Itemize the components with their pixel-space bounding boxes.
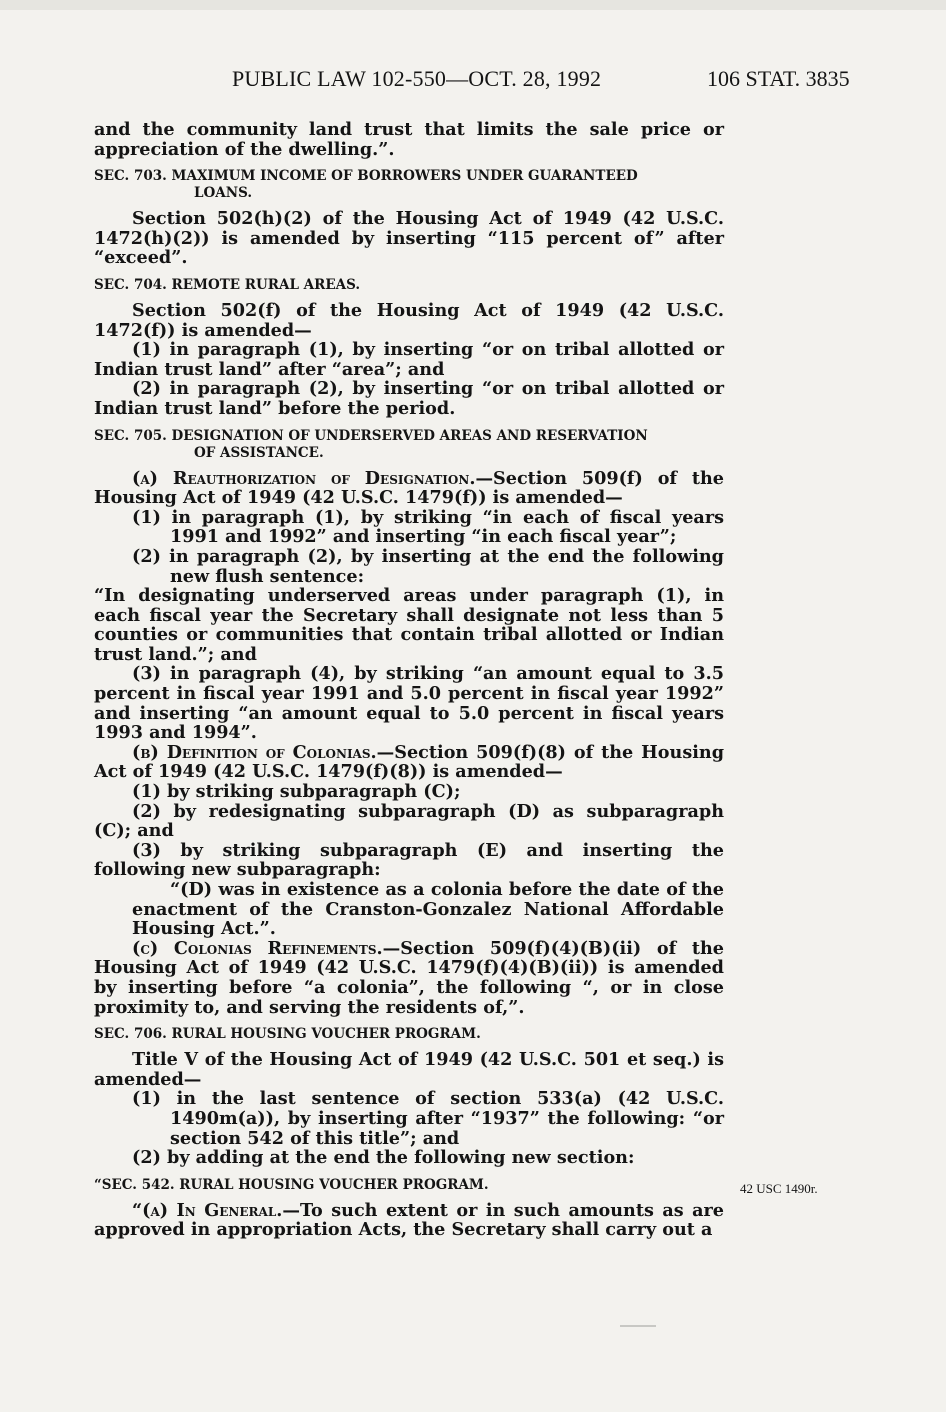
list-item: (1) by striking subparagraph (C); xyxy=(132,781,461,803)
subsection-a xyxy=(94,469,724,508)
subsection-b xyxy=(94,743,724,782)
section-heading-542: “SEC. 542. RURAL HOUSING VOUCHER PROGRAM. xyxy=(94,1176,489,1193)
subsection-text: —Section 509(f) of the Housing Act of 1949 (42 U.S.C. 1479(f)) is amended— xyxy=(94,467,724,509)
subsection-heading: (a) Reauthorization of Designation. xyxy=(132,467,476,489)
stat-page-number: 106 STAT. 3835 xyxy=(707,66,850,91)
list-item: (3) by striking subparagraph (E) and inserting the following new subparagraph: xyxy=(94,839,724,881)
list-item: (2) in paragraph (2), by inserting “or on tribal allotted or Indian trust land” before the period. xyxy=(94,378,724,419)
section-heading-705 xyxy=(94,428,724,462)
running-header: PUBLIC LAW 102-550—OCT. 28, 1992 xyxy=(232,66,602,91)
subsection-text: —To such extent or in such amounts as are approved in appropriation Acts, the Secretary shall carry out a xyxy=(94,1199,724,1241)
list-item: (1) in paragraph (1), by striking “in each of fiscal years 1991 and 1992” and inserting “in each fiscal year”; xyxy=(132,506,724,548)
section-heading-704: SEC. 704. REMOTE RURAL AREAS. xyxy=(94,276,361,293)
section-heading-continuation: OF ASSISTANCE. xyxy=(194,444,324,461)
list-item: (1) in paragraph (1), by inserting “or on tribal allotted or Indian trust land” after “area”; and xyxy=(94,339,724,380)
subsection-heading: “(a) In General. xyxy=(132,1199,283,1221)
subsection-text: —Section 509(f)(8) of the Housing Act of 1949 (42 U.S.C. 1479(f)(8)) is amended— xyxy=(94,741,725,783)
section-heading-706: SEC. 706. RURAL HOUSING VOUCHER PROGRAM. xyxy=(94,1026,481,1043)
scan-artifact xyxy=(620,1325,656,1327)
subsection-heading: (b) Definition of Colonias. xyxy=(132,741,377,763)
list-item: (3) in paragraph (4), by striking “an amount equal to 3.5 percent in fiscal year 1991 and 5.0 percent in fiscal year 1992” and inserting “an amount equal to 5.0 percent in fiscal years 1993 and 1994”. xyxy=(94,663,724,744)
paragraph: Section 502(f) of the Housing Act of 1949 (42 U.S.C. 1472(f)) is amended— xyxy=(94,299,724,341)
quoted-text: “(D) was in existence as a colonia before the date of the enactment of the Cranston-Gonzalez National Affordable Housing Act.”. xyxy=(132,879,724,940)
list-item: (1) in the last sentence of section 533(a) (42 U.S.C. 1490m(a)), by inserting after “1937” the following: “or section 542 of this title”; and xyxy=(132,1088,724,1149)
list-item: (2) by adding at the end the following new section: xyxy=(132,1147,635,1169)
document-body xyxy=(94,120,724,1240)
section-heading-text: SEC. 705. DESIGNATION OF UNDERSERVED AREAS AND RESERVATION xyxy=(94,427,648,444)
paragraph: Section 502(h)(2) of the Housing Act of 1949 (42 U.S.C. 1472(h)(2)) is amended by inserting “115 percent of” after “exceed”. xyxy=(94,208,724,269)
margin-citation: 42 USC 1490r. xyxy=(740,1181,818,1196)
subsection-text: —Section 509(f)(4)(B)(ii) of the Housing Act of 1949 (42 U.S.C. 1479(f)(4)(B)(ii)) is amended by inserting before “a colonia”, the following “, or in close proximity to, and serving the residents of,”. xyxy=(94,937,724,1018)
paragraph: and the community land trust that limits the sale price or appreciation of the dwelling.”. xyxy=(94,119,724,160)
paragraph: Title V of the Housing Act of 1949 (42 U.S.C. 501 et seq.) is amended— xyxy=(94,1049,724,1090)
section-heading-text: SEC. 703. MAXIMUM INCOME OF BORROWERS UNDER GUARANTEED xyxy=(94,168,638,185)
subsection-a xyxy=(94,1201,724,1240)
section-heading-703 xyxy=(94,168,724,202)
list-item: (2) by redesignating subparagraph (D) as subparagraph (C); and xyxy=(94,800,724,842)
section-heading-continuation: LOANS. xyxy=(194,185,253,202)
subsection-c xyxy=(94,939,724,1017)
list-item: (2) in paragraph (2), by inserting at the end the following new flush sentence: xyxy=(132,545,724,587)
page-edge xyxy=(0,0,946,10)
quoted-text: “In designating underserved areas under paragraph (1), in each fiscal year the Secretary shall designate not less than 5 counties or communities that contain tribal allotted or Indian trust land.”; and xyxy=(94,585,724,665)
subsection-heading: (c) Colonias Refinements. xyxy=(132,937,383,959)
